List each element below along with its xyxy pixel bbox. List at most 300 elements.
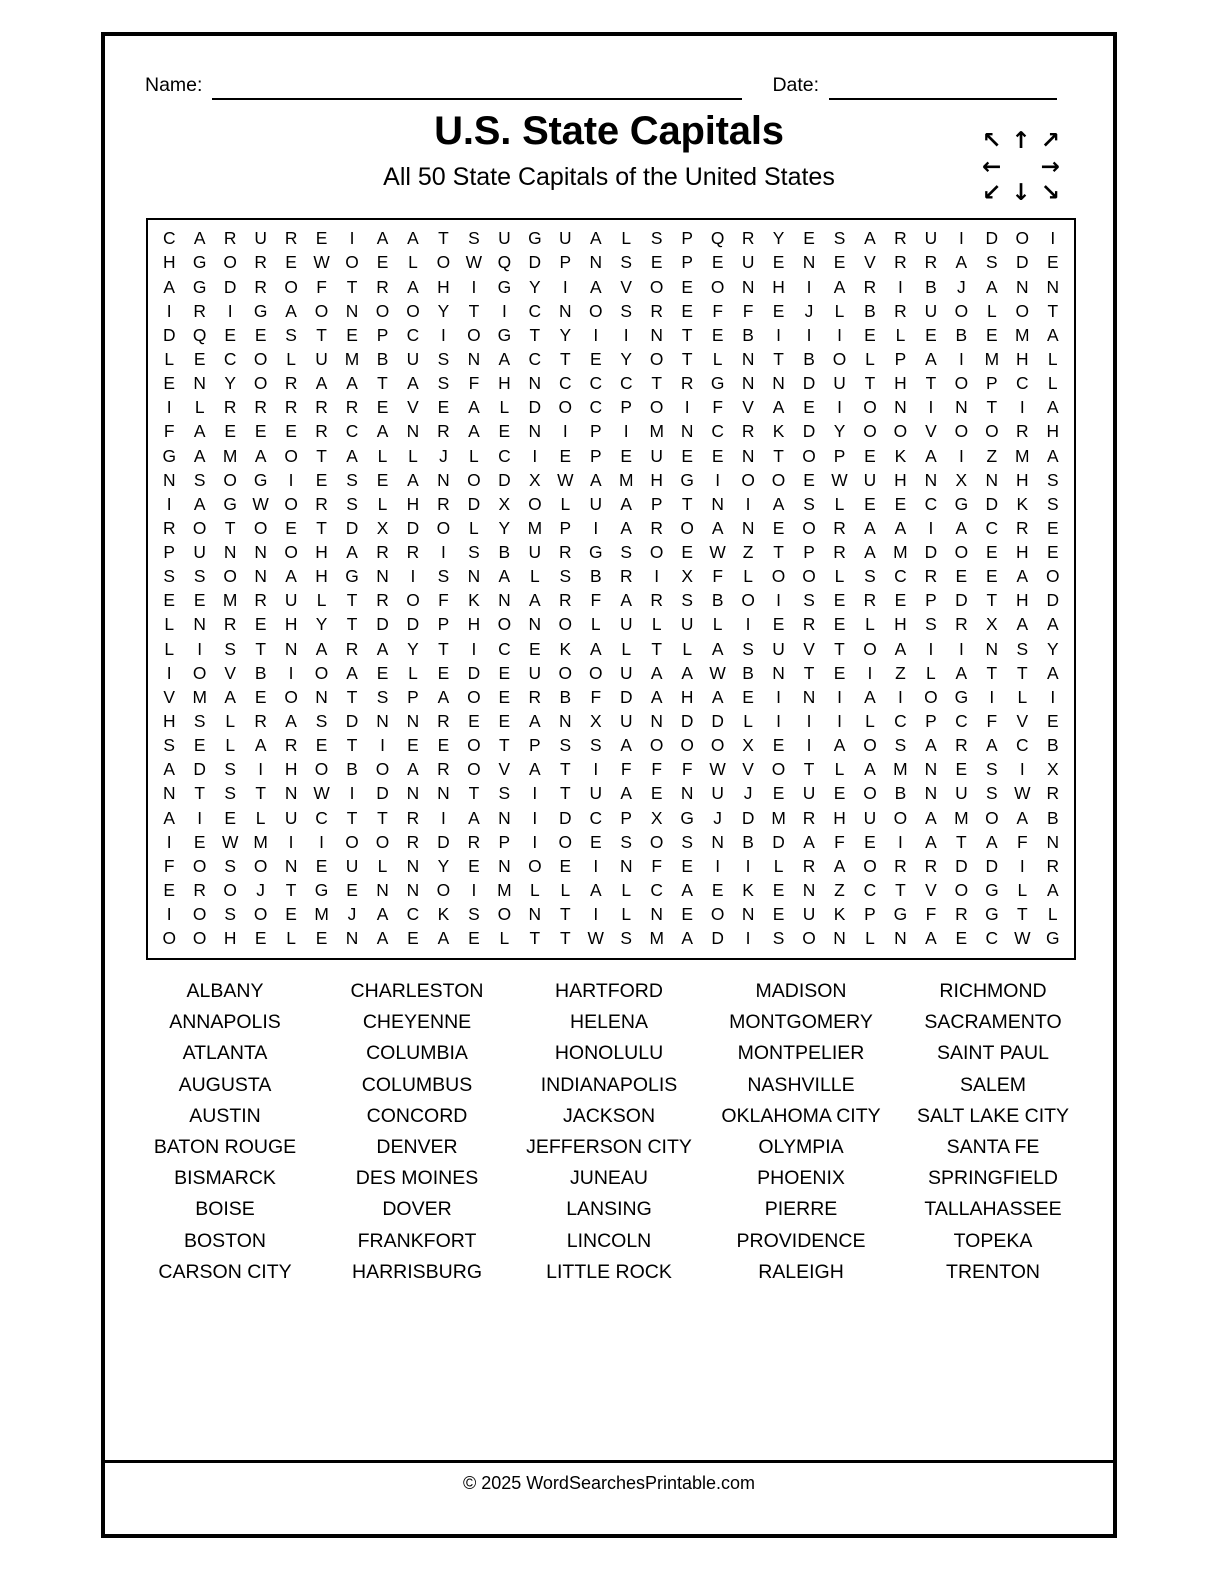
- grid-cell[interactable]: P: [925, 711, 937, 732]
- grid-cell[interactable]: P: [437, 614, 450, 635]
- grid-cell[interactable]: I: [166, 300, 172, 321]
- grid-cell[interactable]: A: [864, 686, 876, 707]
- grid-cell[interactable]: I: [928, 397, 934, 418]
- grid-cell[interactable]: O: [802, 566, 816, 587]
- grid-cell[interactable]: R: [315, 493, 328, 514]
- grid-cell[interactable]: O: [710, 276, 725, 297]
- grid-cell[interactable]: R: [254, 590, 267, 611]
- grid-cell[interactable]: T: [559, 349, 571, 370]
- grid-cell[interactable]: N: [619, 855, 633, 876]
- grid-cell[interactable]: R: [924, 855, 938, 876]
- grid-cell[interactable]: L: [1047, 349, 1058, 370]
- grid-cell[interactable]: L: [834, 300, 845, 321]
- grid-cell[interactable]: O: [802, 445, 816, 466]
- grid-cell[interactable]: A: [224, 686, 236, 707]
- grid-cell[interactable]: E: [437, 662, 450, 683]
- grid-cell[interactable]: R: [284, 373, 298, 394]
- grid-cell[interactable]: L: [865, 614, 875, 635]
- grid-cell[interactable]: I: [166, 397, 172, 418]
- grid-cell[interactable]: I: [928, 517, 934, 538]
- grid-cell[interactable]: O: [802, 517, 816, 538]
- grid-cell[interactable]: S: [803, 590, 815, 611]
- word-list-item[interactable]: DES MOINES: [355, 1167, 479, 1190]
- grid-cell[interactable]: O: [558, 614, 573, 635]
- grid-cell[interactable]: E: [833, 662, 846, 683]
- grid-cell[interactable]: B: [498, 542, 511, 563]
- grid-cell[interactable]: O: [985, 807, 999, 828]
- grid-cell[interactable]: B: [1046, 735, 1059, 756]
- grid-cell[interactable]: L: [865, 349, 875, 370]
- grid-cell[interactable]: A: [437, 686, 450, 707]
- grid-cell[interactable]: W: [709, 759, 726, 780]
- grid-cell[interactable]: O: [649, 542, 664, 563]
- grid-cell[interactable]: N: [711, 493, 724, 514]
- grid-cell[interactable]: E: [193, 831, 206, 852]
- grid-cell[interactable]: P: [620, 807, 633, 828]
- grid-cell[interactable]: N: [802, 252, 816, 273]
- grid-cell[interactable]: J: [439, 445, 448, 466]
- grid-cell[interactable]: T: [681, 493, 693, 514]
- grid-cell[interactable]: I: [958, 638, 964, 659]
- grid-cell[interactable]: S: [193, 566, 206, 587]
- grid-cell[interactable]: N: [254, 542, 267, 563]
- grid-cell[interactable]: E: [498, 421, 511, 442]
- grid-cell[interactable]: I: [166, 831, 172, 852]
- grid-cell[interactable]: Z: [986, 445, 998, 466]
- grid-cell[interactable]: A: [193, 228, 206, 249]
- grid-cell[interactable]: P: [163, 542, 176, 563]
- grid-cell[interactable]: W: [465, 252, 483, 273]
- grid-cell[interactable]: L: [651, 614, 662, 635]
- grid-cell[interactable]: T: [529, 324, 541, 345]
- grid-cell[interactable]: N: [772, 662, 785, 683]
- grid-cell[interactable]: R: [528, 686, 542, 707]
- grid-cell[interactable]: A: [498, 566, 511, 587]
- grid-cell[interactable]: M: [618, 469, 634, 490]
- grid-cell[interactable]: A: [407, 228, 419, 249]
- grid-cell[interactable]: B: [559, 686, 572, 707]
- grid-cell[interactable]: C: [894, 711, 907, 732]
- grid-cell[interactable]: E: [376, 469, 389, 490]
- grid-cell[interactable]: O: [863, 421, 877, 442]
- grid-cell[interactable]: F: [712, 566, 723, 587]
- grid-cell[interactable]: U: [650, 445, 663, 466]
- word-list-item[interactable]: LITTLE ROCK: [546, 1260, 672, 1283]
- grid-cell[interactable]: Y: [833, 421, 846, 442]
- grid-cell[interactable]: O: [558, 831, 573, 852]
- grid-cell[interactable]: P: [803, 542, 815, 563]
- grid-cell[interactable]: L: [712, 614, 723, 635]
- grid-cell[interactable]: E: [711, 324, 724, 345]
- grid-cell[interactable]: F: [1016, 831, 1028, 852]
- word-list-item[interactable]: COLUMBUS: [361, 1073, 473, 1096]
- grid-cell[interactable]: E: [224, 807, 236, 828]
- grid-cell[interactable]: P: [589, 445, 602, 466]
- grid-cell[interactable]: N: [498, 807, 511, 828]
- grid-cell[interactable]: L: [469, 517, 479, 538]
- grid-cell[interactable]: I: [166, 662, 172, 683]
- grid-cell[interactable]: N: [406, 783, 420, 804]
- grid-cell[interactable]: A: [864, 228, 876, 249]
- grid-cell[interactable]: O: [436, 517, 451, 538]
- grid-cell[interactable]: G: [954, 686, 969, 707]
- grid-cell[interactable]: C: [619, 373, 633, 394]
- grid-cell[interactable]: U: [772, 638, 785, 659]
- grid-cell[interactable]: P: [498, 831, 511, 852]
- grid-cell[interactable]: A: [315, 638, 328, 659]
- grid-cell[interactable]: U: [955, 783, 968, 804]
- grid-cell[interactable]: O: [314, 300, 329, 321]
- grid-cell[interactable]: N: [924, 783, 938, 804]
- grid-cell[interactable]: O: [649, 735, 664, 756]
- grid-cell[interactable]: O: [436, 879, 451, 900]
- grid-cell[interactable]: H: [315, 566, 328, 587]
- grid-cell[interactable]: O: [345, 831, 359, 852]
- grid-cell[interactable]: G: [314, 879, 329, 900]
- grid-cell[interactable]: S: [894, 735, 907, 756]
- grid-cell[interactable]: I: [776, 590, 781, 611]
- grid-cell[interactable]: A: [529, 711, 541, 732]
- grid-cell[interactable]: O: [954, 542, 969, 563]
- grid-cell[interactable]: O: [802, 928, 816, 949]
- grid-cell[interactable]: P: [864, 904, 876, 925]
- grid-cell[interactable]: P: [681, 252, 693, 273]
- grid-cell[interactable]: G: [497, 324, 512, 345]
- grid-cell[interactable]: L: [621, 638, 632, 659]
- grid-cell[interactable]: O: [741, 590, 755, 611]
- grid-cell[interactable]: T: [316, 324, 327, 345]
- grid-cell[interactable]: R: [315, 397, 328, 418]
- grid-cell[interactable]: B: [894, 783, 907, 804]
- grid-cell[interactable]: H: [284, 614, 298, 635]
- word-list-item[interactable]: RALEIGH: [758, 1260, 844, 1283]
- grid-cell[interactable]: S: [986, 759, 998, 780]
- grid-cell[interactable]: M: [1015, 324, 1030, 345]
- grid-cell[interactable]: D: [985, 855, 999, 876]
- grid-cell[interactable]: I: [806, 711, 812, 732]
- grid-cell[interactable]: F: [620, 759, 632, 780]
- grid-cell[interactable]: E: [163, 373, 176, 394]
- grid-cell[interactable]: M: [222, 590, 238, 611]
- grid-cell[interactable]: T: [224, 517, 236, 538]
- grid-cell[interactable]: H: [223, 928, 237, 949]
- grid-cell[interactable]: F: [834, 831, 845, 852]
- grid-cell[interactable]: I: [837, 324, 842, 345]
- grid-cell[interactable]: S: [224, 759, 236, 780]
- grid-cell[interactable]: I: [288, 469, 294, 490]
- grid-cell[interactable]: J: [347, 904, 357, 925]
- grid-cell[interactable]: G: [192, 252, 207, 273]
- grid-cell[interactable]: A: [346, 542, 358, 563]
- grid-cell[interactable]: T: [499, 735, 510, 756]
- grid-cell[interactable]: A: [681, 662, 693, 683]
- grid-cell[interactable]: E: [224, 421, 236, 442]
- grid-cell[interactable]: L: [621, 904, 632, 925]
- grid-cell[interactable]: E: [772, 904, 785, 925]
- grid-cell[interactable]: L: [225, 711, 235, 732]
- word-list-item[interactable]: CONCORD: [366, 1104, 468, 1127]
- grid-cell[interactable]: R: [193, 300, 206, 321]
- grid-cell[interactable]: E: [772, 783, 785, 804]
- grid-cell[interactable]: H: [162, 711, 176, 732]
- grid-cell[interactable]: E: [407, 928, 419, 949]
- grid-cell[interactable]: C: [589, 397, 603, 418]
- grid-cell[interactable]: N: [741, 373, 755, 394]
- word-list-item[interactable]: BOSTON: [184, 1229, 266, 1252]
- grid-cell[interactable]: H: [894, 614, 907, 635]
- grid-cell[interactable]: B: [376, 349, 389, 370]
- grid-cell[interactable]: R: [376, 542, 389, 563]
- grid-cell[interactable]: E: [285, 421, 297, 442]
- grid-cell[interactable]: N: [894, 928, 907, 949]
- grid-cell[interactable]: M: [192, 686, 207, 707]
- grid-cell[interactable]: H: [650, 469, 663, 490]
- grid-cell[interactable]: T: [529, 928, 541, 949]
- grid-cell[interactable]: O: [467, 686, 481, 707]
- grid-cell[interactable]: L: [682, 638, 692, 659]
- word-list-item[interactable]: JACKSON: [562, 1104, 656, 1127]
- grid-cell[interactable]: A: [193, 493, 206, 514]
- grid-cell[interactable]: O: [223, 469, 237, 490]
- grid-cell[interactable]: O: [253, 517, 268, 538]
- grid-cell[interactable]: A: [681, 879, 693, 900]
- grid-cell[interactable]: O: [223, 566, 237, 587]
- grid-cell[interactable]: E: [833, 614, 846, 635]
- grid-cell[interactable]: E: [955, 566, 968, 587]
- grid-cell[interactable]: A: [193, 421, 206, 442]
- grid-cell[interactable]: R: [650, 590, 663, 611]
- word-list-item[interactable]: DOVER: [382, 1198, 452, 1221]
- grid-cell[interactable]: A: [437, 928, 450, 949]
- word-list-item[interactable]: JUNEAU: [569, 1167, 648, 1190]
- grid-cell[interactable]: E: [437, 397, 450, 418]
- grid-cell[interactable]: S: [925, 614, 937, 635]
- grid-cell[interactable]: A: [285, 711, 297, 732]
- grid-cell[interactable]: S: [986, 252, 998, 273]
- word-list-item[interactable]: ATLANTA: [182, 1042, 268, 1065]
- grid-cell[interactable]: O: [192, 904, 207, 925]
- grid-cell[interactable]: I: [380, 735, 385, 756]
- grid-cell[interactable]: O: [497, 904, 512, 925]
- grid-cell[interactable]: E: [193, 349, 206, 370]
- grid-cell[interactable]: B: [589, 566, 602, 587]
- grid-cell[interactable]: I: [288, 662, 294, 683]
- word-list-item[interactable]: SALEM: [959, 1073, 1027, 1096]
- grid-cell[interactable]: E: [589, 349, 602, 370]
- grid-cell[interactable]: N: [741, 445, 755, 466]
- grid-cell[interactable]: I: [593, 759, 599, 780]
- grid-cell[interactable]: I: [1019, 759, 1025, 780]
- grid-cell[interactable]: M: [222, 445, 238, 466]
- grid-cell[interactable]: X: [955, 469, 968, 490]
- letter-grid[interactable]: [148, 220, 1074, 958]
- word-list-item[interactable]: AUSTIN: [189, 1104, 261, 1127]
- grid-cell[interactable]: A: [163, 276, 176, 297]
- word-list-item[interactable]: JEFFERSON CITY: [526, 1136, 692, 1159]
- word-list-item[interactable]: SAINT PAUL: [937, 1042, 1049, 1065]
- grid-cell[interactable]: A: [468, 421, 480, 442]
- grid-cell[interactable]: O: [954, 373, 969, 394]
- grid-cell[interactable]: R: [254, 276, 267, 297]
- grid-cell[interactable]: O: [192, 517, 207, 538]
- grid-cell[interactable]: E: [346, 879, 358, 900]
- grid-cell[interactable]: N: [985, 638, 999, 659]
- grid-cell[interactable]: E: [833, 783, 846, 804]
- grid-cell[interactable]: E: [803, 469, 815, 490]
- word-list-item[interactable]: OKLAHOMA CITY: [721, 1104, 881, 1127]
- grid-cell[interactable]: O: [680, 517, 694, 538]
- grid-cell[interactable]: T: [438, 638, 449, 659]
- grid-cell[interactable]: H: [772, 276, 785, 297]
- grid-cell[interactable]: S: [193, 711, 206, 732]
- grid-cell[interactable]: Y: [315, 614, 328, 635]
- grid-cell[interactable]: E: [437, 735, 450, 756]
- grid-cell[interactable]: T: [925, 373, 937, 394]
- grid-cell[interactable]: O: [741, 469, 755, 490]
- grid-cell[interactable]: I: [928, 638, 934, 659]
- grid-cell[interactable]: E: [193, 735, 206, 756]
- grid-cell[interactable]: I: [349, 783, 355, 804]
- grid-cell[interactable]: M: [497, 879, 512, 900]
- grid-cell[interactable]: N: [193, 373, 206, 394]
- grid-cell[interactable]: D: [528, 397, 542, 418]
- grid-cell[interactable]: P: [650, 493, 663, 514]
- grid-cell[interactable]: Y: [437, 855, 450, 876]
- grid-cell[interactable]: N: [467, 349, 481, 370]
- grid-cell[interactable]: Y: [772, 228, 785, 249]
- grid-cell[interactable]: G: [162, 445, 176, 466]
- grid-cell[interactable]: N: [223, 542, 237, 563]
- grid-cell[interactable]: G: [954, 493, 969, 514]
- grid-cell[interactable]: N: [406, 711, 420, 732]
- grid-cell[interactable]: A: [254, 445, 267, 466]
- grid-cell[interactable]: A: [620, 590, 633, 611]
- grid-cell[interactable]: I: [958, 445, 964, 466]
- grid-cell[interactable]: A: [650, 686, 663, 707]
- grid-cell[interactable]: I: [532, 807, 538, 828]
- grid-cell[interactable]: C: [345, 421, 359, 442]
- grid-cell[interactable]: R: [619, 566, 633, 587]
- word-list-item[interactable]: ANNAPOLIS: [169, 1011, 281, 1034]
- grid-cell[interactable]: E: [1046, 252, 1059, 273]
- grid-cell[interactable]: W: [221, 831, 239, 852]
- grid-cell[interactable]: C: [863, 879, 877, 900]
- grid-cell[interactable]: I: [958, 228, 964, 249]
- grid-cell[interactable]: R: [376, 276, 389, 297]
- grid-cell[interactable]: N: [467, 566, 481, 587]
- grid-cell[interactable]: R: [284, 397, 298, 418]
- grid-cell[interactable]: S: [772, 928, 785, 949]
- grid-cell[interactable]: L: [377, 445, 388, 466]
- grid-cell[interactable]: O: [893, 807, 908, 828]
- grid-cell[interactable]: R: [254, 252, 267, 273]
- grid-cell[interactable]: O: [253, 904, 268, 925]
- grid-cell[interactable]: A: [986, 831, 998, 852]
- grid-cell[interactable]: A: [1046, 324, 1059, 345]
- grid-cell[interactable]: I: [837, 711, 842, 732]
- grid-cell[interactable]: L: [164, 349, 175, 370]
- grid-cell[interactable]: V: [742, 759, 754, 780]
- grid-cell[interactable]: T: [194, 783, 205, 804]
- grid-cell[interactable]: T: [377, 807, 388, 828]
- grid-cell[interactable]: A: [407, 469, 419, 490]
- grid-cell[interactable]: I: [441, 542, 446, 563]
- grid-cell[interactable]: W: [1014, 928, 1031, 949]
- grid-cell[interactable]: H: [315, 542, 328, 563]
- grid-cell[interactable]: Y: [407, 638, 419, 659]
- grid-cell[interactable]: A: [1046, 662, 1059, 683]
- grid-cell[interactable]: T: [956, 831, 967, 852]
- grid-cell[interactable]: W: [557, 469, 574, 490]
- grid-cell[interactable]: I: [593, 517, 599, 538]
- grid-cell[interactable]: S: [1016, 638, 1029, 659]
- grid-cell[interactable]: A: [772, 493, 785, 514]
- grid-cell[interactable]: I: [227, 300, 233, 321]
- grid-cell[interactable]: S: [559, 566, 572, 587]
- grid-cell[interactable]: I: [562, 276, 568, 297]
- grid-cell[interactable]: X: [589, 711, 602, 732]
- grid-cell[interactable]: R: [894, 252, 907, 273]
- grid-cell[interactable]: A: [711, 517, 724, 538]
- grid-cell[interactable]: I: [593, 324, 599, 345]
- grid-cell[interactable]: R: [833, 542, 846, 563]
- grid-cell[interactable]: S: [468, 542, 480, 563]
- grid-cell[interactable]: A: [376, 904, 389, 925]
- word-list-item[interactable]: HARTFORD: [555, 980, 663, 1002]
- grid-cell[interactable]: T: [468, 783, 480, 804]
- word-list-item[interactable]: BATON ROUGE: [153, 1136, 297, 1159]
- grid-cell[interactable]: E: [772, 517, 785, 538]
- grid-cell[interactable]: I: [745, 493, 751, 514]
- grid-cell[interactable]: E: [681, 855, 693, 876]
- grid-cell[interactable]: H: [894, 373, 907, 394]
- grid-cell[interactable]: E: [315, 735, 328, 756]
- grid-cell[interactable]: O: [832, 349, 847, 370]
- grid-cell[interactable]: B: [955, 324, 968, 345]
- grid-cell[interactable]: A: [833, 276, 846, 297]
- grid-cell[interactable]: L: [377, 855, 388, 876]
- grid-cell[interactable]: S: [1046, 493, 1059, 514]
- grid-cell[interactable]: U: [193, 542, 206, 563]
- word-list-item[interactable]: BOISE: [195, 1198, 255, 1221]
- grid-cell[interactable]: O: [771, 566, 786, 587]
- grid-cell[interactable]: A: [346, 662, 358, 683]
- grid-cell[interactable]: A: [986, 276, 998, 297]
- grid-cell[interactable]: T: [773, 445, 784, 466]
- grid-cell[interactable]: E: [986, 566, 998, 587]
- grid-cell[interactable]: T: [346, 807, 358, 828]
- grid-cell[interactable]: W: [709, 542, 726, 563]
- grid-cell[interactable]: N: [406, 421, 420, 442]
- grid-cell[interactable]: E: [803, 228, 815, 249]
- grid-cell[interactable]: G: [1046, 928, 1060, 949]
- grid-cell[interactable]: F: [438, 590, 449, 611]
- grid-cell[interactable]: N: [985, 469, 999, 490]
- grid-cell[interactable]: C: [1016, 373, 1029, 394]
- date-input-line[interactable]: [829, 72, 1057, 100]
- grid-cell[interactable]: Q: [192, 324, 207, 345]
- grid-cell[interactable]: G: [893, 904, 908, 925]
- grid-cell[interactable]: D: [345, 711, 359, 732]
- grid-cell[interactable]: V: [224, 662, 236, 683]
- grid-cell[interactable]: I: [623, 324, 629, 345]
- grid-cell[interactable]: E: [193, 590, 206, 611]
- grid-cell[interactable]: I: [776, 324, 781, 345]
- grid-cell[interactable]: G: [985, 904, 999, 925]
- grid-cell[interactable]: L: [286, 928, 296, 949]
- grid-cell[interactable]: A: [589, 228, 602, 249]
- grid-cell[interactable]: H: [833, 807, 846, 828]
